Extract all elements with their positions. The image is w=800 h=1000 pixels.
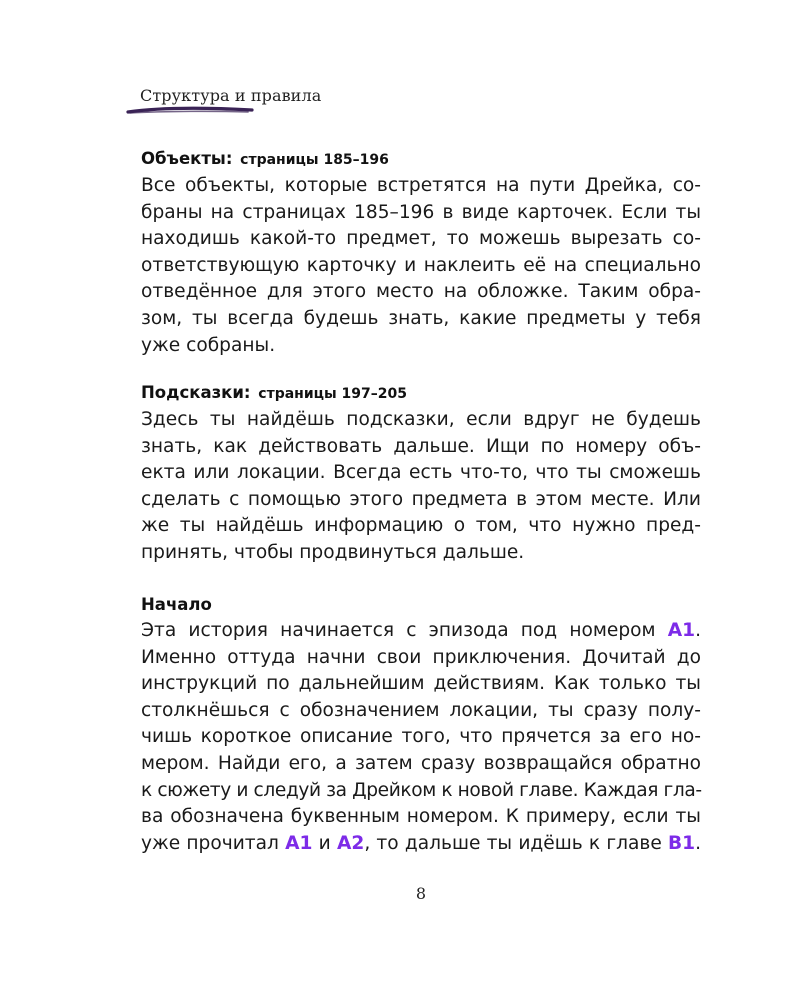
hints-pages: страницы 197–205 [258,386,408,402]
text-line: находишь какой-то предмет, то можешь вырезать со- [141,228,701,250]
text-line: к сюжету и следуй за Дрейком к новой главе. Каждая гла- [141,779,702,801]
text-line: знать, как действовать дальше. Ищи по номеру объ- [141,435,701,457]
running-head: Структура и правила [140,86,322,105]
start-paragraph [141,618,701,857]
hints-title: Подсказки: [141,383,251,402]
text-fragment: , то дальше ты идёшь к главе [364,832,668,854]
text-line: инструкций по дальнейшим действиям. Как только ты [141,673,701,695]
text-line: столкнёшься с обозначением локации, ты сразу полу- [141,699,701,721]
text-line [141,831,701,858]
text-fragment: . [695,832,702,854]
text-fragment: уже прочитал [141,832,286,854]
start-section [141,594,701,857]
objects-section [141,148,701,359]
episode-code-b1: B1 [667,832,696,854]
hints-heading [141,382,701,405]
page-number: 8 [415,884,427,903]
text-line [141,618,701,645]
objects-title: Объекты: [141,149,233,168]
text-line: отведённое для этого место на обложке. Таким обра- [141,281,701,303]
text-fragment: . [695,620,701,641]
text-line: Именно оттуда начни свои приключения. Дочитай до [141,646,701,668]
hints-section [141,382,701,567]
text-line: принять, чтобы продвинуться дальше. [141,541,525,563]
text-line: зом, ты всегда будешь знать, какие предметы у тебя [141,307,701,329]
text-line: сделать с помощью этого предмета в этом месте. Или [141,488,701,510]
text-line: же ты найдёшь информацию о том, что нужно пред- [141,515,701,537]
text-line: браны на страницах 185–196 в виде карточек. Если ты [141,201,701,223]
hints-paragraph [141,407,701,567]
objects-paragraph [141,173,701,359]
text-fragment: Эта история начинается с эпизода под номером [141,620,668,641]
objects-heading [141,148,701,171]
brush-underline [126,104,256,116]
text-line: уже собраны. [141,334,276,356]
objects-pages: страницы 185–196 [240,152,389,168]
text-line: ва обозначена буквенным номером. К примеру, если ты [141,806,701,828]
text-line: екта или локации. Всегда есть что-то, что ты сможешь [141,462,701,484]
episode-code-a1: A1 [667,620,696,641]
start-heading: Начало [141,595,212,614]
text-fragment: и [312,832,337,854]
episode-code-a2: A2 [336,832,365,854]
text-line: чишь короткое описание того, что прячется за его но- [141,726,701,748]
episode-code-a1: A1 [285,832,313,854]
text-line: Здесь ты найдёшь подсказки, если вдруг не будешь [141,409,701,430]
text-line: Все объекты, которые встретятся на пути Дрейка, со- [141,175,701,196]
text-line: мером. Найди его, а затем сразу возвращайся обратно [141,752,701,774]
text-line: ответствующую карточку и наклеить её на специально [141,254,701,276]
